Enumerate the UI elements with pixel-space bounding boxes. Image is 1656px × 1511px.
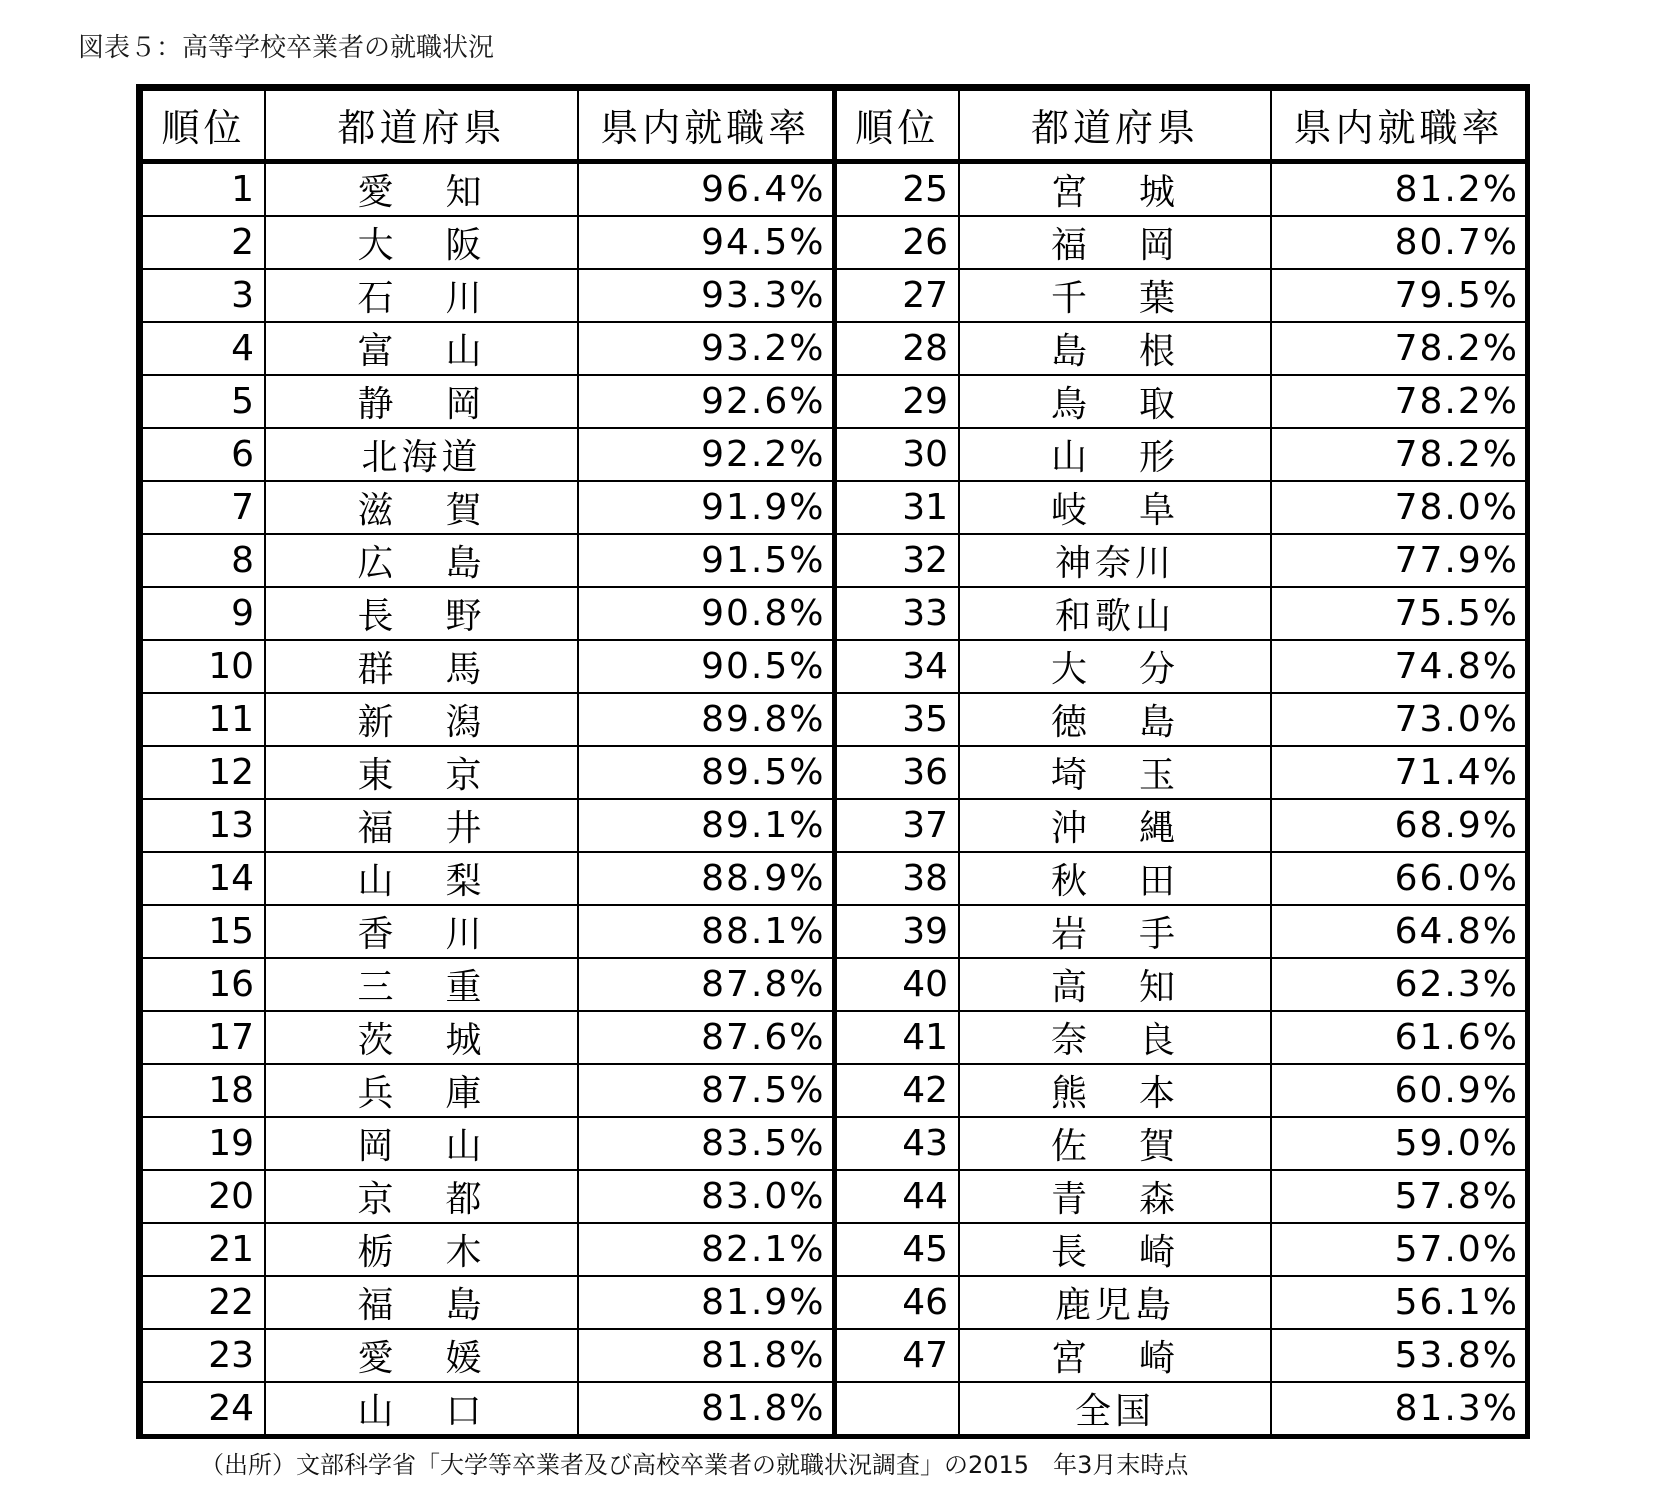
prefecture-char: 栃: [357, 1231, 398, 1273]
prefecture-cell: [265, 587, 578, 640]
rank-cell: [834, 1382, 959, 1435]
prefecture-cell: [959, 1170, 1271, 1223]
prefecture-cell: [959, 322, 1271, 375]
rank-cell: 39: [834, 905, 959, 958]
prefecture-char: 島: [1050, 330, 1091, 372]
rate-cell: 64.8%: [1271, 905, 1526, 958]
rate-cell: 81.3%: [1271, 1382, 1526, 1435]
prefecture-char: 島: [445, 1284, 486, 1326]
table-row: [142, 1329, 1526, 1382]
prefecture-char: 長: [1050, 1231, 1091, 1273]
rank-cell: 3: [142, 269, 265, 322]
rank-cell: 44: [834, 1170, 959, 1223]
prefecture-char: 新: [357, 701, 398, 743]
prefecture-char: 知: [445, 171, 486, 213]
rank-cell: 18: [142, 1064, 265, 1117]
table-row: [142, 905, 1526, 958]
prefecture-cell: [959, 161, 1271, 216]
employment-rate-table-frame: [136, 84, 1530, 1439]
prefecture-char: 長: [357, 595, 398, 637]
prefecture-char: 知: [1139, 966, 1180, 1008]
header-rank-left: 順位: [142, 90, 265, 161]
prefecture-char: 鳥: [1050, 383, 1091, 425]
prefecture-char: 川: [445, 913, 486, 955]
prefecture-cell: [959, 1276, 1271, 1329]
rate-cell: 87.8%: [578, 958, 834, 1011]
header-rate-left: 県内就職率: [578, 90, 834, 161]
prefecture-cell: [959, 693, 1271, 746]
prefecture-cell: [265, 1276, 578, 1329]
rank-cell: 47: [834, 1329, 959, 1382]
prefecture-cell: [959, 852, 1271, 905]
prefecture-char: 分: [1139, 648, 1180, 690]
rank-cell: 43: [834, 1117, 959, 1170]
prefecture-char: 重: [445, 966, 486, 1008]
rate-cell: 74.8%: [1271, 640, 1526, 693]
rate-cell: 78.2%: [1271, 428, 1526, 481]
rate-cell: 92.2%: [578, 428, 834, 481]
rank-cell: 26: [834, 216, 959, 269]
prefecture-char: 岡: [1139, 224, 1180, 266]
prefecture-name: 和歌山: [1054, 595, 1175, 637]
rank-cell: 16: [142, 958, 265, 1011]
header-rate-right: 県内就職率: [1271, 90, 1526, 161]
rank-cell: 20: [142, 1170, 265, 1223]
rate-cell: 87.5%: [578, 1064, 834, 1117]
prefecture-char: 手: [1139, 913, 1180, 955]
rank-cell: 28: [834, 322, 959, 375]
rank-cell: 12: [142, 746, 265, 799]
rank-cell: 36: [834, 746, 959, 799]
prefecture-cell: [959, 1117, 1271, 1170]
source-note: （出所）文部科学省「大学等卒業者及び高校卒業者の就職状況調査」の2015 年3月末時点: [200, 1451, 1189, 1479]
rank-cell: 33: [834, 587, 959, 640]
table-row: [142, 1011, 1526, 1064]
rank-cell: 17: [142, 1011, 265, 1064]
rate-cell: 81.8%: [578, 1329, 834, 1382]
prefecture-char: 埼: [1050, 754, 1091, 796]
rate-cell: 90.8%: [578, 587, 834, 640]
prefecture-char: 石: [357, 277, 398, 319]
rank-cell: 32: [834, 534, 959, 587]
prefecture-char: 福: [357, 807, 398, 849]
prefecture-cell: [959, 1329, 1271, 1382]
prefecture-char: 千: [1050, 277, 1091, 319]
rank-cell: 22: [142, 1276, 265, 1329]
prefecture-char: 山: [445, 1125, 486, 1167]
rate-cell: 96.4%: [578, 161, 834, 216]
prefecture-cell: [959, 481, 1271, 534]
prefecture-cell: [265, 746, 578, 799]
prefecture-char: 愛: [357, 1337, 398, 1379]
prefecture-char: 川: [445, 277, 486, 319]
prefecture-cell: [265, 322, 578, 375]
rank-cell: 45: [834, 1223, 959, 1276]
prefecture-cell: [265, 216, 578, 269]
rank-cell: 30: [834, 428, 959, 481]
rank-cell: 8: [142, 534, 265, 587]
prefecture-char: 兵: [357, 1072, 398, 1114]
prefecture-char: 縄: [1139, 807, 1180, 849]
prefecture-char: 庫: [445, 1072, 486, 1114]
prefecture-char: 口: [445, 1390, 486, 1432]
rank-cell: 13: [142, 799, 265, 852]
prefecture-char: 本: [1139, 1072, 1180, 1114]
table-row: [142, 1064, 1526, 1117]
prefecture-char: 島: [1139, 701, 1180, 743]
prefecture-char: 沖: [1050, 807, 1091, 849]
prefecture-char: 奈: [1050, 1019, 1091, 1061]
rank-cell: 35: [834, 693, 959, 746]
prefecture-char: 森: [1139, 1178, 1180, 1220]
prefecture-char: 宮: [1050, 171, 1091, 213]
prefecture-char: 群: [357, 648, 398, 690]
rank-cell: 40: [834, 958, 959, 1011]
rank-cell: 42: [834, 1064, 959, 1117]
rate-cell: 77.9%: [1271, 534, 1526, 587]
prefecture-char: 東: [357, 754, 398, 796]
prefecture-cell: [265, 640, 578, 693]
prefecture-char: 滋: [357, 489, 398, 531]
rank-cell: 5: [142, 375, 265, 428]
rate-cell: 61.6%: [1271, 1011, 1526, 1064]
rank-cell: 15: [142, 905, 265, 958]
rank-cell: 14: [142, 852, 265, 905]
rate-cell: 53.8%: [1271, 1329, 1526, 1382]
prefecture-char: 潟: [445, 701, 486, 743]
prefecture-name: 全国: [1074, 1390, 1155, 1432]
prefecture-char: 宮: [1050, 1337, 1091, 1379]
rate-cell: 91.5%: [578, 534, 834, 587]
rate-cell: 90.5%: [578, 640, 834, 693]
prefecture-cell: [959, 958, 1271, 1011]
rate-cell: 88.1%: [578, 905, 834, 958]
prefecture-cell: [265, 269, 578, 322]
rank-cell: 38: [834, 852, 959, 905]
prefecture-char: 熊: [1050, 1072, 1091, 1114]
prefecture-char: 富: [357, 330, 398, 372]
prefecture-char: 媛: [445, 1337, 486, 1379]
table-row: [142, 746, 1526, 799]
rate-cell: 81.2%: [1271, 161, 1526, 216]
prefecture-cell: [959, 375, 1271, 428]
prefecture-cell: [265, 161, 578, 216]
prefecture-cell: [265, 905, 578, 958]
prefecture-cell: [959, 269, 1271, 322]
rate-cell: 89.1%: [578, 799, 834, 852]
table-row: [142, 852, 1526, 905]
rate-cell: 79.5%: [1271, 269, 1526, 322]
prefecture-cell: [265, 693, 578, 746]
prefecture-cell: [265, 1382, 578, 1435]
header-prefecture-right: 都道府県: [959, 90, 1271, 161]
rank-cell: 10: [142, 640, 265, 693]
prefecture-char: 根: [1139, 330, 1180, 372]
prefecture-char: 大: [1050, 648, 1091, 690]
prefecture-name: 神奈川: [1054, 542, 1175, 584]
prefecture-cell: [265, 1223, 578, 1276]
prefecture-char: 福: [357, 1284, 398, 1326]
rank-cell: 25: [834, 161, 959, 216]
rate-cell: 93.3%: [578, 269, 834, 322]
prefecture-cell: [959, 905, 1271, 958]
prefecture-char: 阜: [1139, 489, 1180, 531]
prefecture-char: 阪: [445, 224, 486, 266]
prefecture-cell: [265, 1329, 578, 1382]
prefecture-char: 玉: [1139, 754, 1180, 796]
prefecture-cell: [959, 587, 1271, 640]
prefecture-char: 大: [357, 224, 398, 266]
prefecture-cell: [265, 428, 578, 481]
prefecture-cell: [959, 534, 1271, 587]
table-row: [142, 1382, 1526, 1435]
prefecture-char: 野: [445, 595, 486, 637]
prefecture-char: 岐: [1050, 489, 1091, 531]
prefecture-cell: [265, 1064, 578, 1117]
rank-cell: 29: [834, 375, 959, 428]
header-row: [142, 90, 1526, 161]
prefecture-cell: [959, 428, 1271, 481]
rank-cell: 41: [834, 1011, 959, 1064]
rank-cell: 46: [834, 1276, 959, 1329]
prefecture-char: 木: [445, 1231, 486, 1273]
table-row: [142, 1223, 1526, 1276]
prefecture-char: 茨: [357, 1019, 398, 1061]
table-row: [142, 161, 1526, 216]
prefecture-char: 崎: [1139, 1231, 1180, 1273]
rank-cell: 24: [142, 1382, 265, 1435]
prefecture-char: 葉: [1139, 277, 1180, 319]
prefecture-char: 山: [357, 1390, 398, 1432]
rank-cell: 27: [834, 269, 959, 322]
prefecture-char: 田: [1139, 860, 1180, 902]
rank-cell: 23: [142, 1329, 265, 1382]
table-row: [142, 1170, 1526, 1223]
prefecture-char: 島: [445, 542, 486, 584]
header-prefecture-left: 都道府県: [265, 90, 578, 161]
prefecture-char: 取: [1139, 383, 1180, 425]
rate-cell: 57.8%: [1271, 1170, 1526, 1223]
prefecture-cell: [265, 1170, 578, 1223]
prefecture-cell: [959, 1064, 1271, 1117]
prefecture-char: 城: [1139, 171, 1180, 213]
prefecture-char: 京: [445, 754, 486, 796]
rate-cell: 59.0%: [1271, 1117, 1526, 1170]
prefecture-cell: [959, 799, 1271, 852]
rank-cell: 21: [142, 1223, 265, 1276]
prefecture-char: 岡: [445, 383, 486, 425]
table-row: [142, 481, 1526, 534]
rate-cell: 71.4%: [1271, 746, 1526, 799]
table-row: [142, 1276, 1526, 1329]
rate-cell: 80.7%: [1271, 216, 1526, 269]
prefecture-cell: [265, 1011, 578, 1064]
rate-cell: 83.5%: [578, 1117, 834, 1170]
rate-cell: 78.0%: [1271, 481, 1526, 534]
rate-cell: 81.8%: [578, 1382, 834, 1435]
table-row: [142, 693, 1526, 746]
prefecture-char: 三: [357, 966, 398, 1008]
prefecture-cell: [265, 534, 578, 587]
rank-cell: 2: [142, 216, 265, 269]
prefecture-char: 城: [445, 1019, 486, 1061]
header-rank-right: 順位: [834, 90, 959, 161]
table-row: [142, 269, 1526, 322]
prefecture-char: 山: [1050, 436, 1091, 478]
prefecture-char: 都: [445, 1178, 486, 1220]
rate-cell: 60.9%: [1271, 1064, 1526, 1117]
prefecture-cell: [959, 640, 1271, 693]
rate-cell: 57.0%: [1271, 1223, 1526, 1276]
prefecture-cell: [959, 216, 1271, 269]
prefecture-char: 佐: [1050, 1125, 1091, 1167]
rate-cell: 91.9%: [578, 481, 834, 534]
rate-cell: 73.0%: [1271, 693, 1526, 746]
rank-cell: 19: [142, 1117, 265, 1170]
rank-cell: 1: [142, 161, 265, 216]
rate-cell: 83.0%: [578, 1170, 834, 1223]
prefecture-char: 福: [1050, 224, 1091, 266]
prefecture-char: 京: [357, 1178, 398, 1220]
prefecture-char: 梨: [445, 860, 486, 902]
rate-cell: 82.1%: [578, 1223, 834, 1276]
prefecture-cell: [265, 958, 578, 1011]
rank-cell: 4: [142, 322, 265, 375]
rate-cell: 78.2%: [1271, 322, 1526, 375]
prefecture-cell: [959, 1011, 1271, 1064]
rank-cell: 11: [142, 693, 265, 746]
table-row: [142, 216, 1526, 269]
employment-rate-table: [141, 89, 1527, 1436]
rate-cell: 68.9%: [1271, 799, 1526, 852]
prefecture-name: 鹿児島: [1054, 1284, 1175, 1326]
rate-cell: 93.2%: [578, 322, 834, 375]
prefecture-char: 馬: [445, 648, 486, 690]
rank-cell: 9: [142, 587, 265, 640]
rate-cell: 89.5%: [578, 746, 834, 799]
table-row: [142, 587, 1526, 640]
rate-cell: 66.0%: [1271, 852, 1526, 905]
rate-cell: 56.1%: [1271, 1276, 1526, 1329]
prefecture-cell: [959, 746, 1271, 799]
rate-cell: 94.5%: [578, 216, 834, 269]
prefecture-char: 徳: [1050, 701, 1091, 743]
prefecture-char: 高: [1050, 966, 1091, 1008]
prefecture-cell: [959, 1382, 1271, 1435]
rate-cell: 88.9%: [578, 852, 834, 905]
prefecture-char: 山: [357, 860, 398, 902]
rate-cell: 81.9%: [578, 1276, 834, 1329]
table-row: [142, 799, 1526, 852]
prefecture-char: 井: [445, 807, 486, 849]
rank-cell: 37: [834, 799, 959, 852]
table-row: [142, 428, 1526, 481]
table-row: [142, 534, 1526, 587]
prefecture-cell: [265, 481, 578, 534]
rate-cell: 87.6%: [578, 1011, 834, 1064]
table-row: [142, 322, 1526, 375]
table-row: [142, 640, 1526, 693]
prefecture-cell: [265, 375, 578, 428]
rank-cell: 34: [834, 640, 959, 693]
table-row: [142, 375, 1526, 428]
prefecture-char: 広: [357, 542, 398, 584]
rate-cell: 62.3%: [1271, 958, 1526, 1011]
prefecture-char: 形: [1139, 436, 1180, 478]
rank-cell: 7: [142, 481, 265, 534]
rate-cell: 78.2%: [1271, 375, 1526, 428]
prefecture-char: 山: [445, 330, 486, 372]
rank-cell: 6: [142, 428, 265, 481]
prefecture-char: 静: [357, 383, 398, 425]
table-row: [142, 1117, 1526, 1170]
rate-cell: 89.8%: [578, 693, 834, 746]
prefecture-cell: [265, 799, 578, 852]
prefecture-char: 香: [357, 913, 398, 955]
prefecture-char: 崎: [1139, 1337, 1180, 1379]
prefecture-name: 北海道: [361, 436, 482, 478]
prefecture-cell: [265, 1117, 578, 1170]
prefecture-char: 秋: [1050, 860, 1091, 902]
rank-cell: 31: [834, 481, 959, 534]
prefecture-char: 愛: [357, 171, 398, 213]
prefecture-char: 賀: [445, 489, 486, 531]
prefecture-char: 賀: [1139, 1125, 1180, 1167]
prefecture-char: 岩: [1050, 913, 1091, 955]
rate-cell: 92.6%: [578, 375, 834, 428]
prefecture-char: 良: [1139, 1019, 1180, 1061]
prefecture-cell: [265, 852, 578, 905]
prefecture-char: 岡: [357, 1125, 398, 1167]
table-row: [142, 958, 1526, 1011]
rate-cell: 75.5%: [1271, 587, 1526, 640]
prefecture-cell: [959, 1223, 1271, 1276]
table-body: [142, 161, 1526, 1435]
page-title: 図表５：高等学校卒業者の就職状況: [78, 33, 495, 63]
prefecture-char: 青: [1050, 1178, 1091, 1220]
